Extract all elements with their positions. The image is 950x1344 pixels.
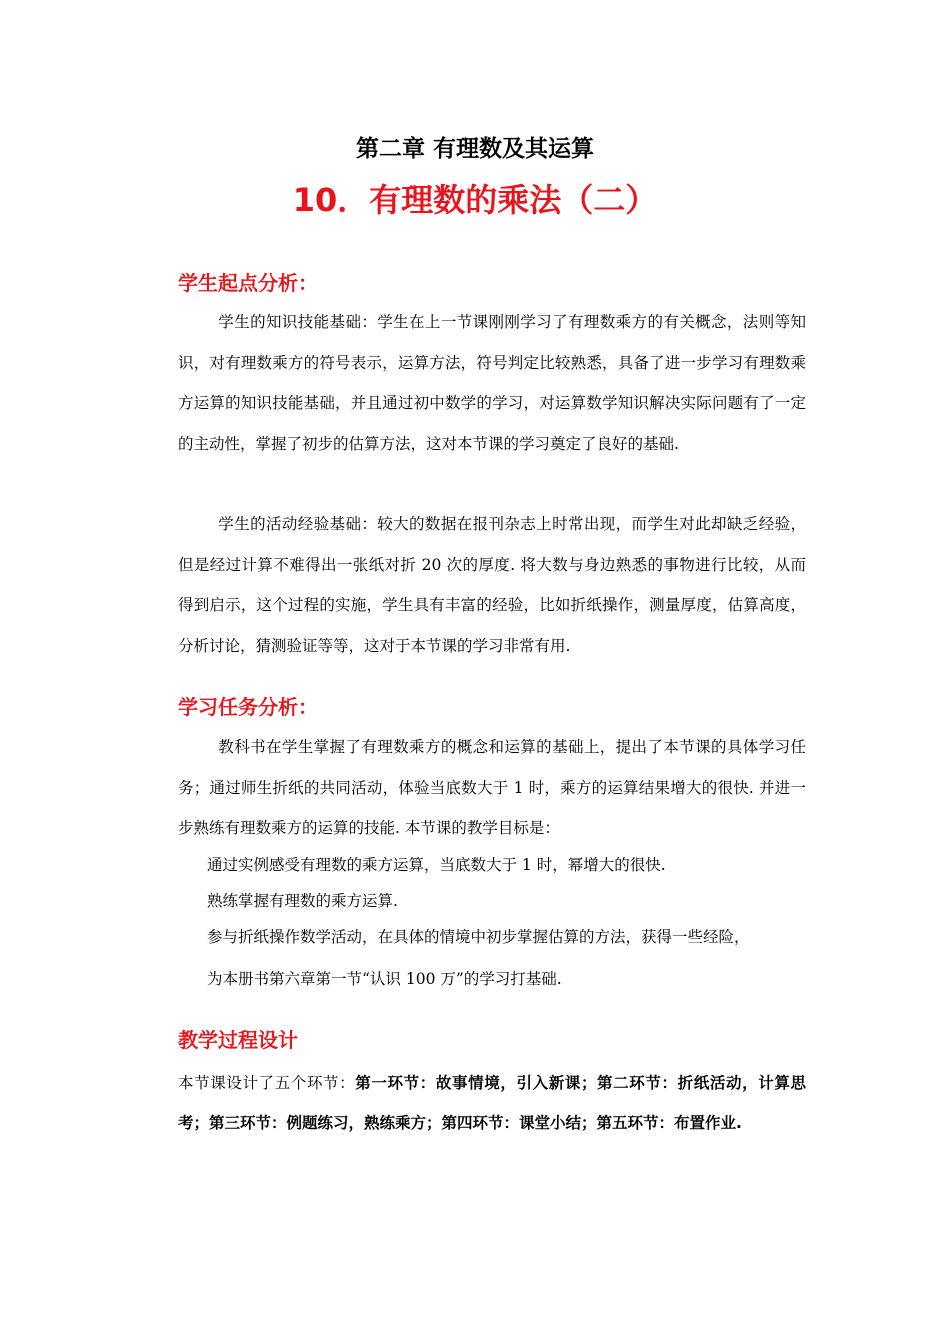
paragraph-task-analysis: 教科书在学生掌握了有理数乘方的概念和运算的基础上，提出了本节课的具体学习任务；通过师生折纸的共同活动，体验当底数大于 1 时，乘方的运算结果增大的很快. 并进一步熟练有理数乘方的运算的技能. 本节课的教学目标是： <box>178 738 806 838</box>
chapter-title: 第二章 有理数及其运算 <box>355 136 594 162</box>
section-heading-process-design: 教学过程设计 <box>178 1028 298 1052</box>
teaching-goal-4: 为本册书第六章第一节“认识 100 万”的学习打基础. <box>207 970 562 988</box>
section-heading-task-analysis: 学习任务分析： <box>178 695 318 719</box>
section-heading-student-analysis: 学生起点分析： <box>178 271 318 295</box>
paragraph-knowledge-basis: 学生的知识技能基础：学生在上一节课刚刚学习了有理数乘方的有关概念，法则等知识，对有理数乘方的符号表示，运算方法，符号判定比较熟悉，具备了进一步学习有理数乘方运算的知识技能基础，并且通过初中数学的学习，对运算数学知识解决实际问题有了一定的主动性，掌握了初步的估算方法，这对本节课的学习奠定了良好的基础. <box>178 313 806 453</box>
teaching-goal-3: 参与折纸操作数学活动，在具体的情境中初步掌握估算的方法，获得一些经险， <box>207 928 750 946</box>
teaching-goal-2: 熟练掌握有理数的乘方运算. <box>207 892 398 910</box>
teaching-goal-1: 通过实例感受有理数的乘方运算，当底数大于 1 时，幂增大的很快. <box>207 856 666 874</box>
paragraph-activity-basis: 学生的活动经验基础：较大的数据在报刊杂志上时常出现，而学生对此却缺乏经验，但是经过计算不难得出一张纸对折 20 次的厚度. 将大数与身边熟悉的事物进行比较，从而得到启示，这个过程的实施，学生具有丰富的经验，比如折纸操作，测量厚度，估算高度，分析讨论，猜测验证等等，这对于本节课的学习非常有用. <box>178 515 806 655</box>
process-steps-text: 第一环节：故事情境，引入新课；第二环节：折纸活动，计算思考；第三环节：例题练习，熟练乘方；第四环节：课堂小结；第五环节：布置作业. <box>178 1074 806 1132</box>
lesson-title: 10．有理数的乘法（二） <box>292 181 658 219</box>
process-intro-text: 本节课设计了五个环节： <box>178 1074 356 1092</box>
paragraph-process-design <box>178 1063 806 1143</box>
